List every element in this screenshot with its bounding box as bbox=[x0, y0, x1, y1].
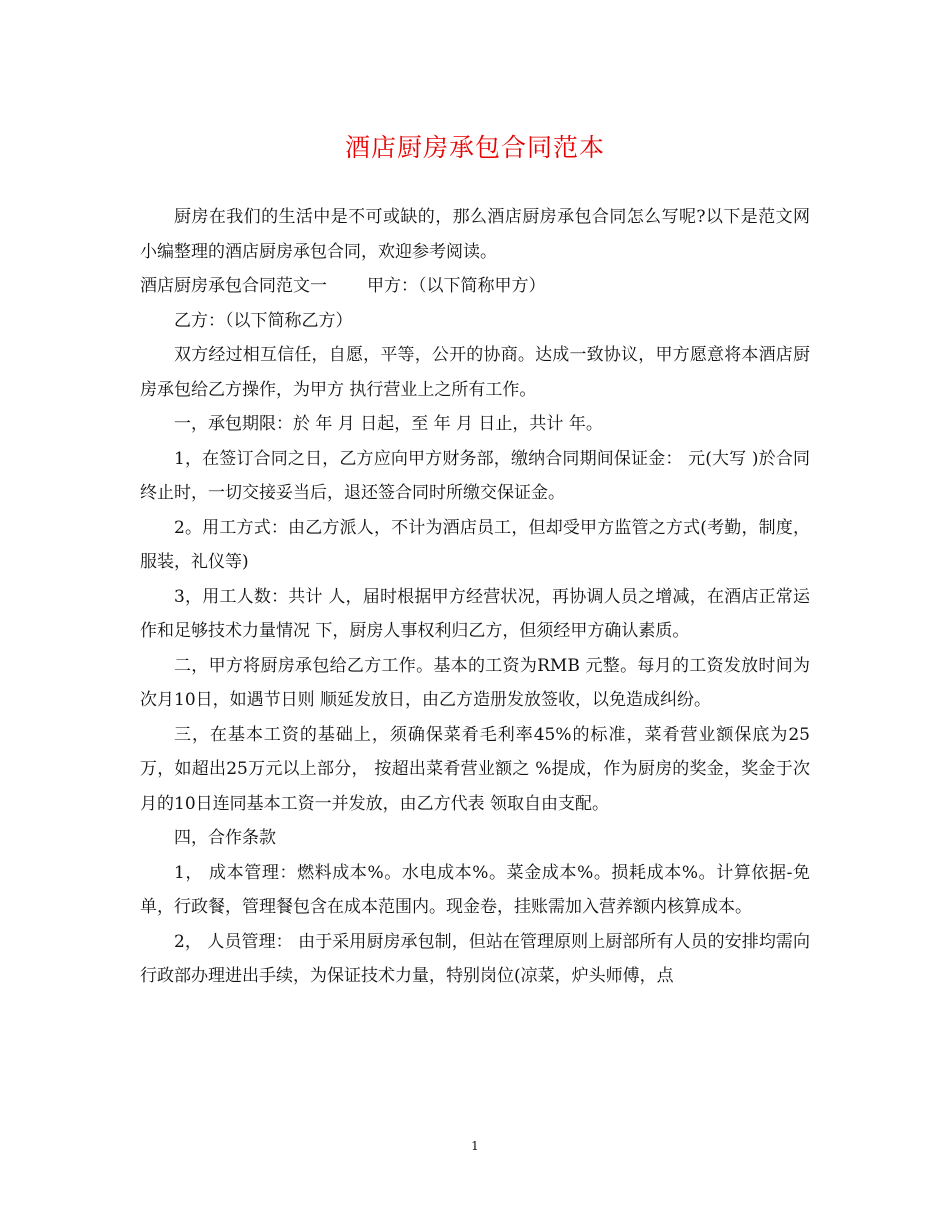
cooperation-heading: 四，合作条款 bbox=[174, 828, 276, 848]
employment-method-paragraph: 2。用工方式：由乙方派人，不计为酒店员工，但却受甲方监管之方式(考勤，制度，服装，礼仪等) bbox=[140, 517, 810, 572]
agreement-paragraph: 双方经过相互信任，自愿，平等，公开的协商。达成一致协议，甲方愿意将本酒店厨房承包给乙方操作，为甲方 执行营业上之所有工作。 bbox=[140, 345, 810, 400]
party-b-paragraph: 乙方：（以下简称乙方） bbox=[174, 310, 353, 331]
page-number: 1 bbox=[471, 1139, 479, 1153]
document-title: 酒店厨房承包合同范本 bbox=[344, 133, 605, 162]
staff-management-paragraph: 2， 人员管理： 由于采用厨房承包制，但站在管理原则上厨部所有人员的安排均需向行政部办理进出手续，为保证技术力量，特别岗位(凉菜，炉头师傅，点 bbox=[140, 931, 810, 986]
term-paragraph: 一，承包期限：於 年 月 日起，至 年 月 日止，共计 年。 bbox=[174, 414, 603, 434]
employee-count-paragraph: 3，用工人数：共计 人，届时根据甲方经营状况，再协调人员之增减，在酒店正常运作和足够技术力量情况 下，厨房人事权利归乙方，但须经甲方确认素质。 bbox=[140, 586, 810, 641]
deposit-paragraph: 1，在签订合同之日，乙方应向甲方财务部，缴纳合同期间保证金： 元(大写 )於合同终止时，一切交接妥当后，退还签合同时所缴交保证金。 bbox=[140, 448, 810, 503]
intro-paragraph: 厨房在我们的生活中是不可或缺的，那么酒店厨房承包合同怎么写呢?以下是范文网小编整理的酒店厨房承包合同，欢迎参考阅读。 bbox=[140, 207, 810, 262]
cost-management-paragraph: 1， 成本管理：燃料成本%。水电成本%。菜金成本%。损耗成本%。计算依据-免单，行政餐，管理餐包含在成本范围内。现金卷，挂账需加入营养额内核算成本。 bbox=[140, 862, 810, 917]
document-body bbox=[140, 200, 810, 994]
bonus-paragraph: 三，在基本工资的基础上，须确保菜肴毛利率45%的标准，菜肴营业额保底为25万，如超出25万元以上部分， 按超出菜肴营业额之 %提成，作为厨房的奖金，奖金于次月的10日连同基本工资一并发放，由乙方代表 领取自由支配。 bbox=[140, 724, 810, 814]
party-a-label: 甲方：（以下简称甲方） bbox=[367, 276, 546, 296]
sample-title: 酒店厨房承包合同范文一 bbox=[140, 276, 327, 296]
salary-paragraph: 二，甲方将厨房承包给乙方工作。基本的工资为RMB 元整。每月的工资发放时间为次月10日，如遇节日则 顺延发放日，由乙方造册发放签收，以免造成纠纷。 bbox=[140, 655, 810, 710]
sample-title-line bbox=[140, 269, 810, 304]
